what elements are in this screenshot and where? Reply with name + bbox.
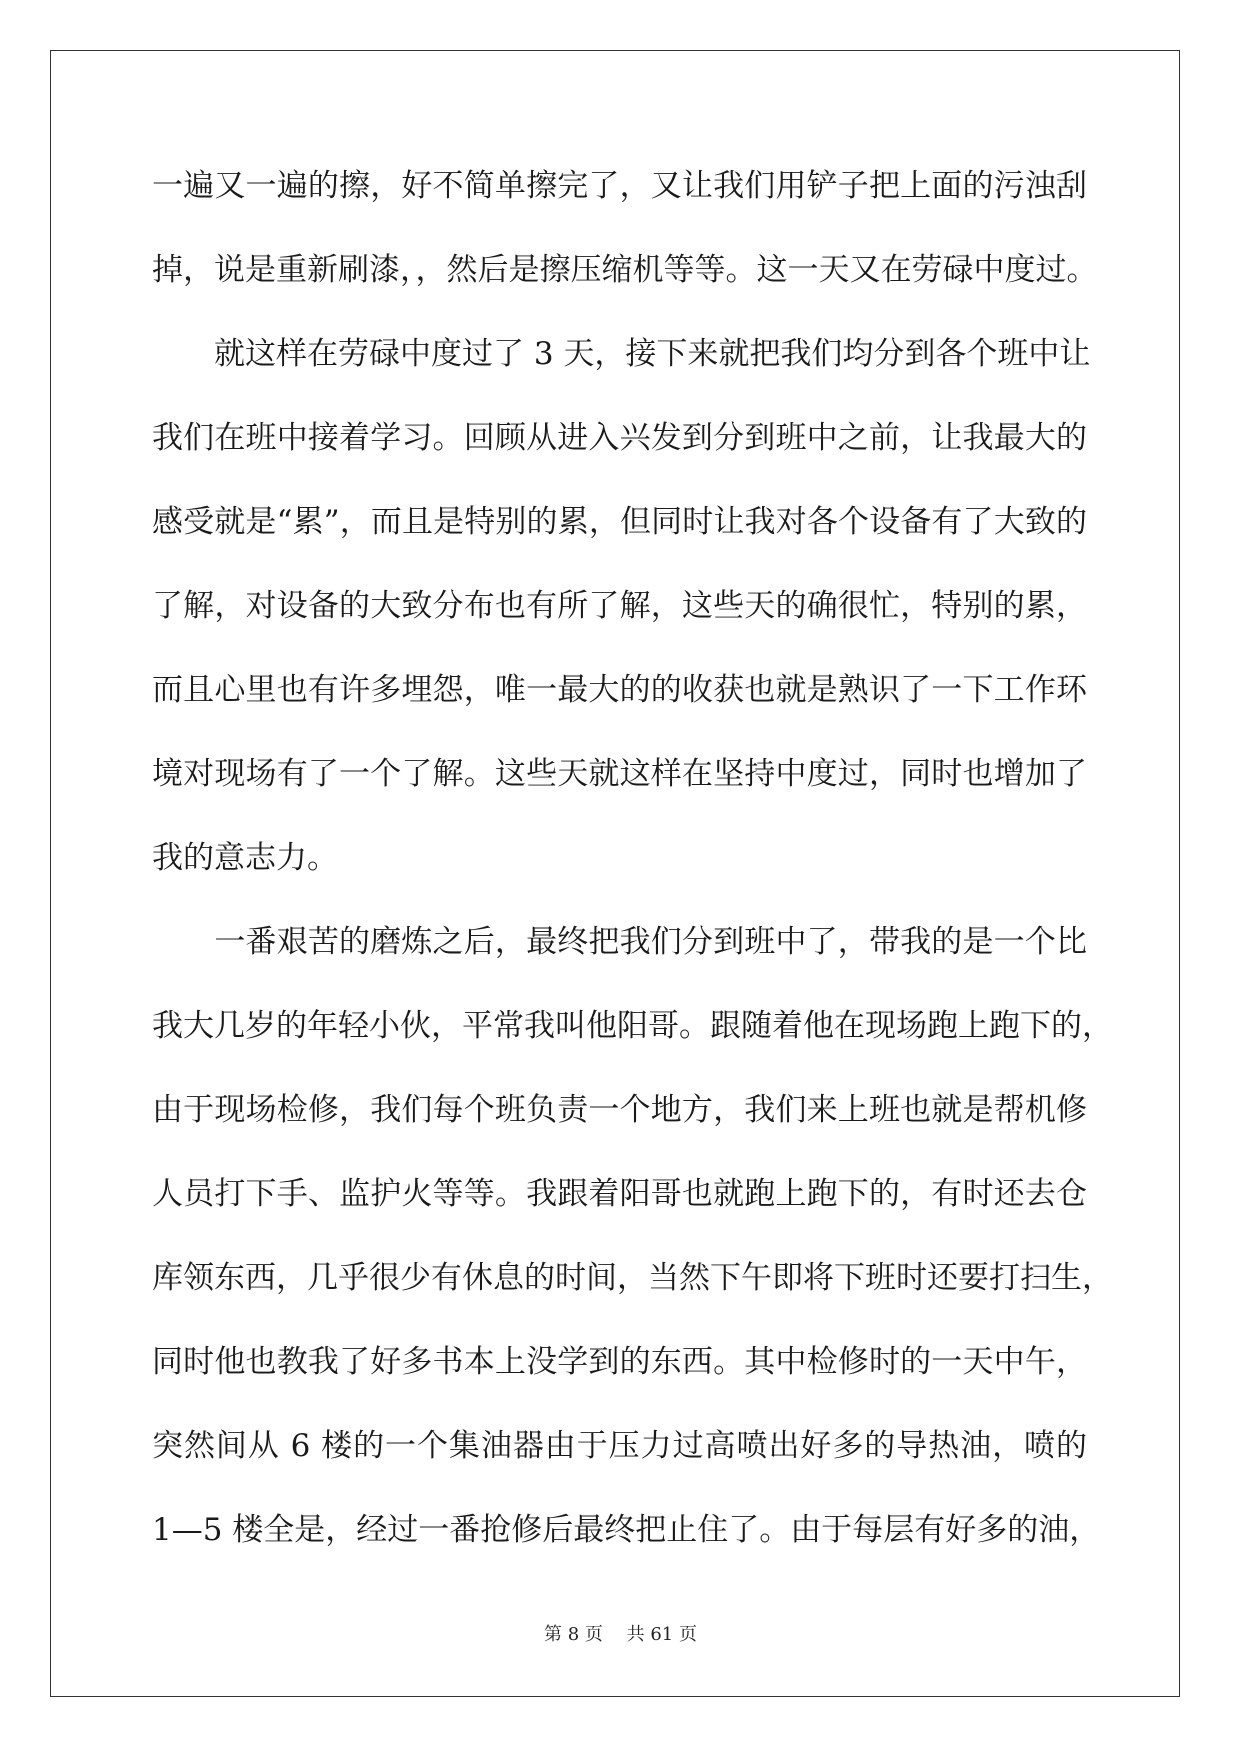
text-line: 由于现场检修，我们每个班负责一个地方，我们来上班也就是帮机修 (152, 1092, 1087, 1128)
document-body (152, 164, 1113, 1592)
text-line: 而且心里也有许多埋怨，唯一最大的的收获也就是熟识了一下工作环 (152, 672, 1087, 708)
text-line: 境对现场有了一个了解。这些天就这样在坚持中度过，同时也增加了 (152, 756, 1087, 792)
text-line: 掉，说是重新刷漆，，然后是擦压缩机等等。这一天又在劳碌中度过。 (152, 252, 1098, 288)
text-line: 了解，对设备的大致分布也有所了解，这些天的确很忙，特别的累， (152, 588, 1087, 624)
text-line: 我的意志力。 (152, 840, 338, 876)
text-line: 我大几岁的年轻小伙，平常我叫他阳哥。跟随着他在现场跑上跑下的， (152, 1008, 1113, 1044)
text-line: 感受就是“累”，而且是特别的累，但同时让我对各个设备有了大致的 (152, 504, 1087, 540)
text-line: 一遍又一遍的擦，好不简单擦完了，又让我们用铲子把上面的污浊刮 (152, 168, 1087, 204)
text-line: 1—5 楼全是，经过一番抢修后最终把止住了。由于每层有好多的油， (152, 1512, 1101, 1548)
text-line: 一番艰苦的磨炼之后，最终把我们分到班中了，带我的是一个比 (152, 924, 1087, 960)
text-line: 同时他也教我了好多书本上没学到的东西。其中检修时的一天中午， (152, 1344, 1087, 1380)
page-number-footer: 第 8 页 共 61 页 (544, 1624, 697, 1645)
text-line: 突然间从 6 楼的一个集油器由于压力过高喷出好多的导热油，喷的 (152, 1428, 1087, 1464)
text-line: 库领东西，几乎很少有休息的时间，当然下午即将下班时还要打扫生， (152, 1260, 1113, 1296)
text-line: 就这样在劳碌中度过了 3 天，接下来就把我们均分到各个班中让 (152, 336, 1091, 372)
text-line: 我们在班中接着学习。回顾从进入兴发到分到班中之前，让我最大的 (152, 420, 1087, 456)
text-line: 人员打下手、监护火等等。我跟着阳哥也就跑上跑下的，有时还去仓 (152, 1176, 1087, 1212)
